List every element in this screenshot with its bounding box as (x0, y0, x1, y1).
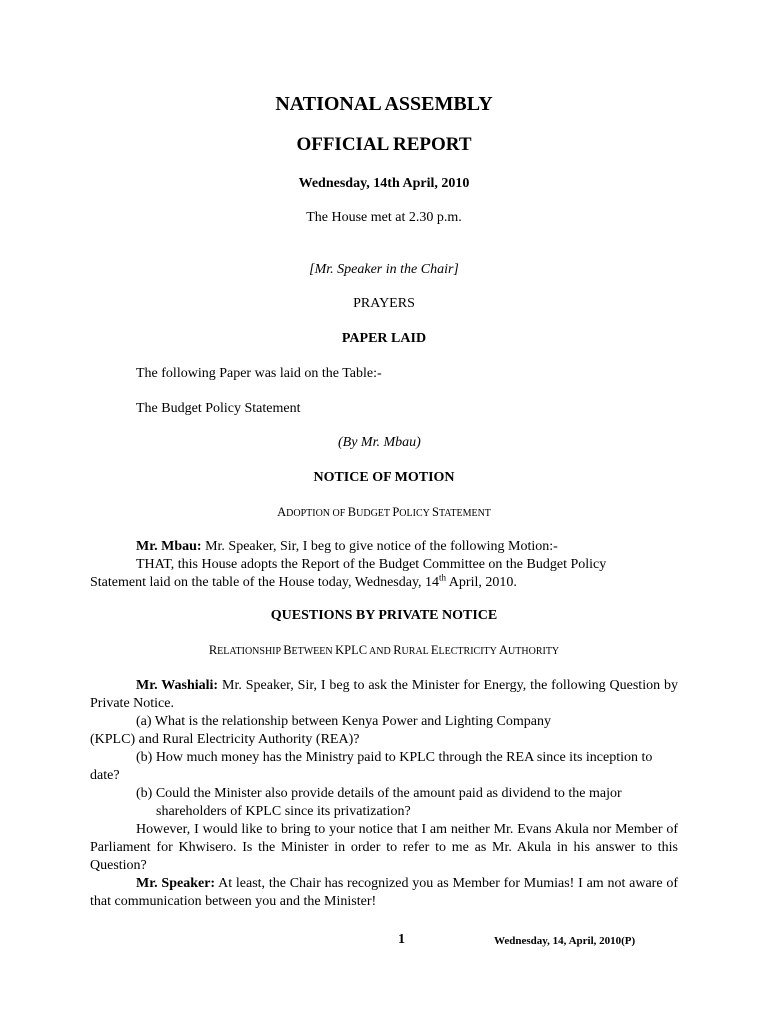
questions-heading: QUESTIONS BY PRIVATE NOTICE (270, 608, 498, 623)
question-a-line1: (a) What is the relationship between Kenya Power and Lighting Company (136, 714, 551, 729)
questions-body (90, 677, 678, 911)
question-b: (b) How much money has the Ministry paid to KPLC through the REA since its inception to date? (90, 750, 653, 783)
speaker-reply: Mr. Speaker: At least, the Chair has recognized you as Member for Mumias! I am not aware of that communication between you and the Minister! (90, 876, 678, 909)
motion-paragraph: Mr. Mbau: Mr. Speaker, Sir, I beg to give notice of the following Motion:- THAT, this House adopts the Report of the Budget Committee on the Budget Policy Statement laid on the table of the House today, Wednesday, 14th April, 2010. (90, 538, 678, 592)
paper-laid-heading: PAPER LAID (341, 331, 427, 346)
notice-of-motion-heading: NOTICE OF MOTION (313, 470, 455, 485)
notice-of-motion-subheading: ADOPTION OF BUDGET POLICY STATEMENT (277, 505, 491, 519)
speaker-name-mbau: Mr. Mbau: (136, 539, 202, 554)
paper-title: The Budget Policy Statement (136, 401, 301, 416)
paper-by: (By Mr. Mbau) (338, 435, 421, 450)
paper-laid-intro: The following Paper was laid on the Table:- (136, 366, 382, 381)
report-date: Wednesday, 14th April, 2010 (298, 176, 470, 191)
document-subtitle: OFFICIAL REPORT (296, 134, 472, 155)
however-paragraph: However, I would like to bring to your notice that I am neither Mr. Evans Akula nor Member of Parliament for Khwisero. Is the Minister in order to refer to me as Mr. Akula in his answer to this Question? (90, 822, 678, 873)
motion-text-line1: THAT, this House adopts the Report of the Budget Committee on the Budget Policy (136, 557, 607, 572)
document-title: NATIONAL ASSEMBLY (275, 93, 493, 115)
washiali-question: Mr. Washiali: Mr. Speaker, Sir, I beg to ask the Minister for Energy, the following Question by Private Notice. (90, 678, 678, 711)
footer-date: Wednesday, 14, April, 2010(P) (494, 935, 636, 947)
speaker-in-chair: [Mr. Speaker in the Chair] (309, 262, 459, 277)
question-b2-line1: (b) Could the Minister also provide details of the amount paid as dividend to the major (136, 786, 622, 801)
questions-subheading: RELATIONSHIP BETWEEN KPLC AND RURAL ELECTRICITY AUTHORITY (208, 643, 560, 657)
house-met-time: The House met at 2.30 p.m. (306, 210, 462, 225)
question-b2-line2: shareholders of KPLC since its privatization? (156, 804, 411, 819)
page-number: 1 (398, 932, 405, 947)
motion-text-line2: Statement laid on the table of the House today, Wednesday, 14th April, 2010. (90, 572, 517, 590)
question-a-line2: (KPLC) and Rural Electricity Authority (REA)? (90, 732, 360, 747)
prayers-heading: PRAYERS (353, 296, 415, 311)
